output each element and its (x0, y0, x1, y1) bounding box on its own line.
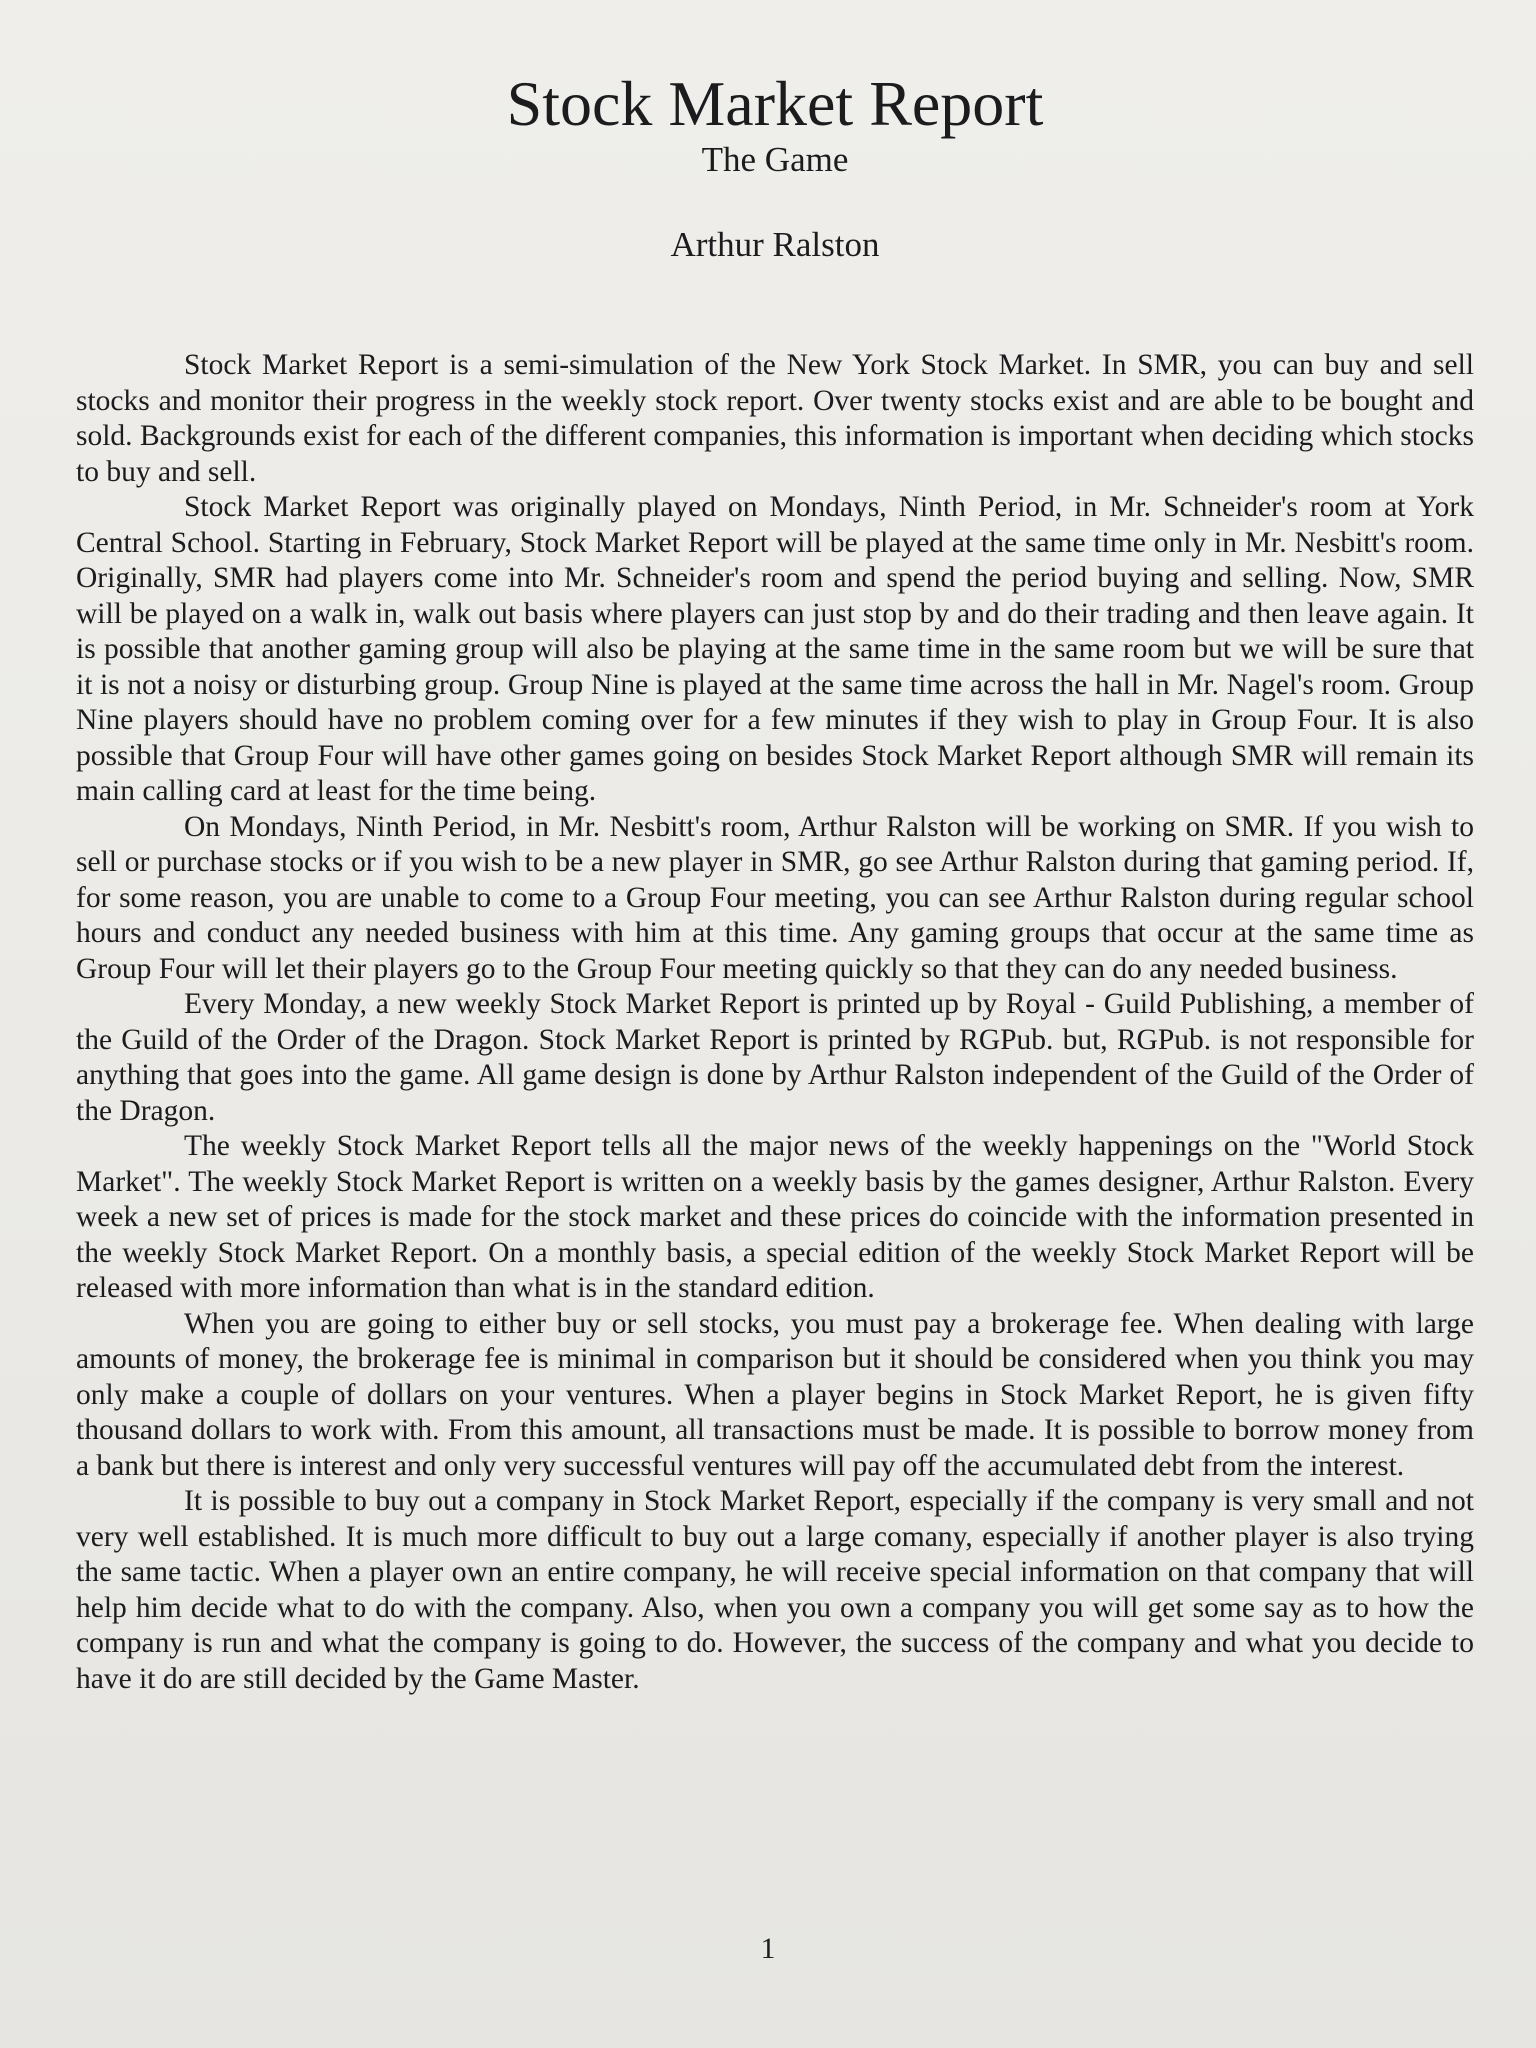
document-title: Stock Market Report (506, 68, 1044, 139)
page-content (76, 70, 1474, 1697)
paragraph: It is possible to buy out a company in Stock Market Report, especially if the company is very small and not very well established. It is much more difficult to buy out a large comany, especially if another player is also trying the same tactic. When a player own an entire company, he will receive special information on that company that will help him decide what to do with the company. Also, when you own a company you will get some say as to how the company is run and what the company is going to do. However, the success of the company and what you decide to have it do are still decided by the Game Master. (76, 1485, 1474, 1695)
document-author: Arthur Ralston (670, 224, 880, 264)
paragraph: Stock Market Report was originally played on Mondays, Ninth Period, in Mr. Schneider's room at York Central School. Starting in February, Stock Market Report will be played at the same time only in Mr. Nesbitt's room. Originally, SMR had players come into Mr. Schneider's room and spend the period buying and selling. Now, SMR will be played on a walk in, walk out basis where players can just stop by and do their trading and then leave again. It is possible that another gaming group will also be playing at the same time in the same room but we will be sure that it is not a noisy or disturbing group. Group Nine is played at the same time across the hall in Mr. Nagel's room. Group Nine players should have no problem coming over for a few minutes if they wish to play in Group Four. It is also possible that Group Four will have other games going on besides Stock Market Report although SMR will remain its main calling card at least for the time being. (76, 491, 1474, 808)
paragraph: Stock Market Report is a semi-simulation of the New York Stock Market. In SMR, you can buy and sell stocks and monitor their progress in the weekly stock report. Over twenty stocks exist and are able to be bought and sold. Backgrounds exist for each of the different companies, this information is important when deciding which stocks to buy and sell. (76, 349, 1474, 488)
paragraph: On Mondays, Ninth Period, in Mr. Nesbitt's room, Arthur Ralston will be working on SMR. If you wish to sell or purchase stocks or if you wish to be a new player in SMR, go see Arthur Ralston during that gaming period. If, for some reason, you are unable to come to a Group Four meeting, you can see Arthur Ralston during regular school hours and conduct any needed business with him at this time. Any gaming groups that occur at the same time as Group Four will let their players go to the Group Four meeting quickly so that they can do any needed business. (76, 810, 1474, 985)
paragraph: Every Monday, a new weekly Stock Market Report is printed up by Royal - Guild Publishing, a member of the Guild of the Order of the Dragon. Stock Market Report is printed by RGPub. but, RGPub. is not responsible for anything that goes into the game. All game design is done by Arthur Ralston independent of the Guild of the Order of the Dragon. (76, 988, 1474, 1127)
body-text (76, 348, 1474, 1697)
paragraph: When you are going to either buy or sell stocks, you must pay a brokerage fee. When dealing with large amounts of money, the brokerage fee is minimal in comparison but it should be considered when you think you may only make a couple of dollars on your ventures. When a player begins in Stock Market Report, he is given fifty thousand dollars to work with. From this amount, all transactions must be made. It is possible to borrow money from a bank but there is interest and only very successful ventures will pay off the accumulated debt from the interest. (76, 1307, 1474, 1482)
document-subtitle: The Game (701, 140, 849, 180)
page-number: 1 (760, 1932, 776, 1965)
paragraph: The weekly Stock Market Report tells all the major news of the weekly happenings on the "World Stock Market". The weekly Stock Market Report is written on a weekly basis by the games designer, Arthur Ralston. Every week a new set of prices is made for the stock market and these prices do coincide with the information presented in the weekly Stock Market Report. On a monthly basis, a special edition of the weekly Stock Market Report will be released with more information than what is in the standard edition. (76, 1130, 1474, 1305)
